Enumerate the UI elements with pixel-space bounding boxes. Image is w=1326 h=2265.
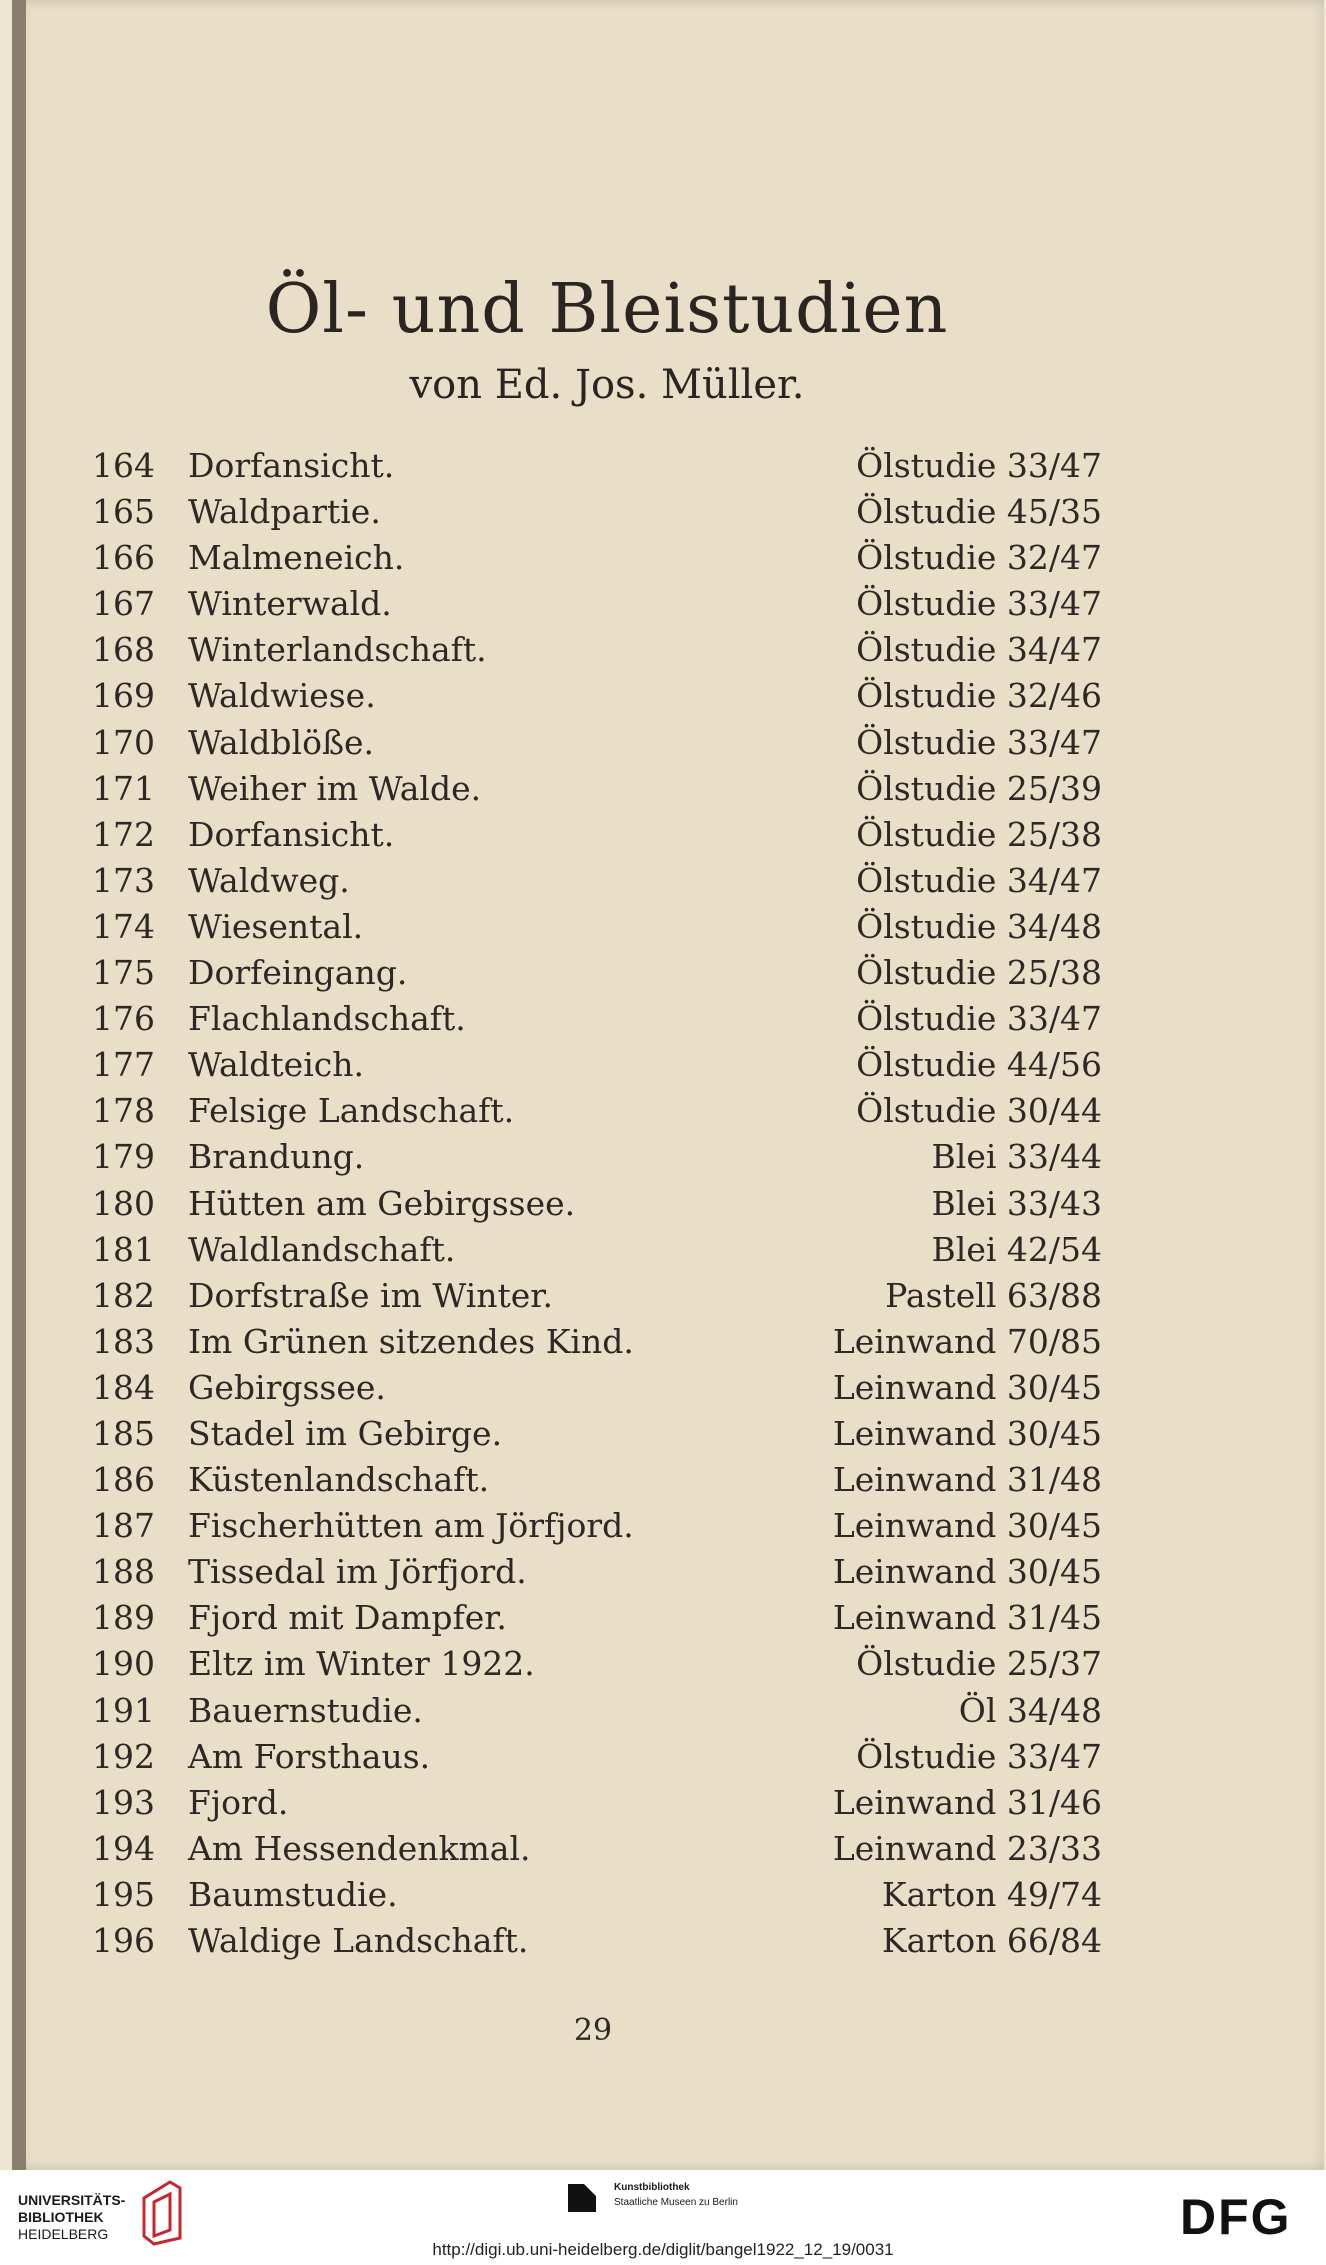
entry-technique: Leinwand 30/45 — [832, 1367, 1102, 1407]
entry-number: 183 — [92, 1321, 155, 1361]
entry-technique: Ölstudie 25/39 — [856, 768, 1102, 808]
entry-number: 176 — [92, 999, 155, 1039]
scanned-page — [12, 0, 1324, 2170]
entry-technique: Ölstudie 32/46 — [856, 676, 1102, 716]
entry-title: Fischerhütten am Jörfjord. — [188, 1506, 634, 1546]
entry-title: Eltz im Winter 1922. — [188, 1644, 535, 1684]
list-item — [12, 1503, 1326, 1549]
list-item — [12, 1549, 1326, 1595]
entry-technique: Leinwand 30/45 — [832, 1552, 1102, 1592]
entry-technique: Ölstudie 34/48 — [856, 906, 1102, 946]
list-item — [12, 489, 1326, 535]
list-item — [12, 766, 1326, 812]
entry-title: Malmeneich. — [188, 538, 405, 578]
entry-technique: Ölstudie 25/38 — [856, 814, 1102, 854]
entry-number: 194 — [92, 1828, 155, 1868]
page-subtitle: von Ed. Jos. Müller. — [409, 362, 805, 408]
entry-technique: Ölstudie 25/37 — [856, 1644, 1102, 1684]
entry-title: Dorfansicht. — [188, 814, 395, 854]
entry-technique: Ölstudie 33/47 — [856, 999, 1102, 1039]
list-item — [12, 627, 1326, 673]
entry-title: Waldblöße. — [188, 722, 375, 762]
list-item — [12, 535, 1326, 581]
list-item — [12, 1319, 1326, 1365]
entry-number: 196 — [92, 1921, 155, 1960]
entry-technique: Ölstudie 44/56 — [856, 1045, 1102, 1085]
page-number: 29 — [573, 2013, 613, 2048]
dfg-logo[interactable]: DFG — [1180, 2189, 1292, 2245]
entry-technique: Ölstudie 30/44 — [856, 1091, 1102, 1131]
entry-technique: Ölstudie 33/47 — [856, 446, 1102, 485]
entry-title: Winterlandschaft. — [188, 630, 487, 670]
list-item — [12, 996, 1326, 1042]
entry-title: Baumstudie. — [188, 1874, 398, 1914]
catalog-list — [12, 443, 1326, 1964]
entry-technique: Ölstudie 34/47 — [856, 860, 1102, 900]
entry-number: 182 — [92, 1275, 155, 1315]
entry-title: Flachlandschaft. — [188, 999, 466, 1039]
entry-title: Bauernstudie. — [188, 1690, 423, 1730]
entry-number: 166 — [92, 538, 155, 578]
entry-title: Felsige Landschaft. — [188, 1091, 515, 1131]
list-item — [12, 1365, 1326, 1411]
entry-technique: Leinwand 23/33 — [832, 1828, 1102, 1868]
list-item — [12, 673, 1326, 719]
list-item — [12, 904, 1326, 950]
list-item — [12, 720, 1326, 766]
entry-number: 195 — [92, 1874, 155, 1914]
list-item — [12, 1273, 1326, 1319]
entry-title: Dorfstraße im Winter. — [188, 1275, 553, 1315]
entry-number: 187 — [92, 1506, 155, 1546]
entry-number: 167 — [92, 584, 155, 624]
entry-number: 186 — [92, 1460, 155, 1500]
entry-title: Tissedal im Jörfjord. — [188, 1552, 527, 1592]
list-item — [12, 1457, 1326, 1503]
entry-number: 188 — [92, 1552, 155, 1592]
entry-title: Waldlandschaft. — [188, 1229, 456, 1269]
list-item — [12, 812, 1326, 858]
list-item — [12, 1734, 1326, 1780]
ub-heidelberg-logo-icon[interactable] — [140, 2178, 184, 2248]
list-item — [12, 950, 1326, 996]
entry-technique: Leinwand 31/45 — [832, 1598, 1102, 1638]
entry-technique: Leinwand 30/45 — [832, 1506, 1102, 1546]
entry-title: Dorfeingang. — [188, 953, 408, 993]
entry-technique: Ölstudie 34/47 — [856, 630, 1102, 670]
list-item — [12, 1872, 1326, 1918]
entry-number: 174 — [92, 906, 155, 946]
list-item — [12, 1595, 1326, 1641]
list-item — [12, 1688, 1326, 1734]
list-item — [12, 1181, 1326, 1227]
entry-number: 175 — [92, 953, 155, 993]
entry-technique: Karton 49/74 — [881, 1874, 1102, 1914]
footer-bar — [0, 2170, 1326, 2265]
permalink-url[interactable]: http://digi.ub.uni-heidelberg.de/diglit/bangel1922_12_19/0031 — [432, 2240, 894, 2259]
entry-technique: Blei 33/44 — [931, 1137, 1102, 1177]
list-item — [12, 1826, 1326, 1872]
entry-technique: Leinwand 31/46 — [832, 1782, 1102, 1822]
entry-number: 178 — [92, 1091, 155, 1131]
entry-title: Fjord mit Dampfer. — [188, 1598, 507, 1638]
list-item — [12, 1411, 1326, 1457]
entry-title: Waldteich. — [188, 1045, 364, 1085]
entry-title: Hütten am Gebirgssee. — [188, 1183, 576, 1223]
entry-technique: Leinwand 31/48 — [832, 1460, 1102, 1500]
entry-number: 181 — [92, 1229, 155, 1269]
entry-number: 190 — [92, 1644, 155, 1684]
entry-number: 177 — [92, 1045, 155, 1085]
entry-number: 164 — [92, 446, 155, 485]
kunstbibliothek-label: Kunstbibliothek Staatliche Museen zu Berlin — [614, 2182, 738, 2208]
entry-title: Winterwald. — [188, 584, 392, 624]
entry-title: Waldweg. — [188, 860, 350, 900]
entry-title: Waldwiese. — [188, 676, 376, 716]
entry-title: Stadel im Gebirge. — [188, 1413, 503, 1453]
entry-number: 193 — [92, 1782, 155, 1822]
entry-technique: Ölstudie 33/47 — [856, 1736, 1102, 1776]
entry-title: Küstenlandschaft. — [188, 1460, 490, 1500]
entry-title: Im Grünen sitzendes Kind. — [188, 1321, 634, 1361]
list-item — [12, 1134, 1326, 1180]
list-item — [12, 1918, 1326, 1964]
list-item — [12, 1088, 1326, 1134]
entry-title: Fjord. — [188, 1782, 289, 1822]
entry-technique: Ölstudie 33/47 — [856, 584, 1102, 624]
entry-technique: Ölstudie 33/47 — [856, 722, 1102, 762]
entry-number: 191 — [92, 1690, 155, 1730]
entry-number: 185 — [92, 1413, 155, 1453]
list-item — [12, 1042, 1326, 1088]
list-item — [12, 1780, 1326, 1826]
entry-number: 168 — [92, 630, 155, 670]
entry-technique: Ölstudie 32/47 — [856, 538, 1102, 578]
ub-heidelberg-wordmark[interactable]: UNIVERSITÄTS- BIBLIOTHEK HEIDELBERG — [18, 2192, 126, 2242]
list-item — [12, 1641, 1326, 1687]
list-item — [12, 581, 1326, 627]
list-item — [12, 858, 1326, 904]
list-item — [12, 1227, 1326, 1273]
entry-number: 179 — [92, 1137, 155, 1177]
entry-technique: Leinwand 30/45 — [832, 1413, 1102, 1453]
kunstbibliothek-logo-icon[interactable] — [566, 2182, 598, 2214]
entry-title: Waldige Landschaft. — [188, 1921, 529, 1960]
entry-number: 170 — [92, 722, 155, 762]
entry-technique: Blei 42/54 — [931, 1229, 1102, 1269]
entry-technique: Leinwand 70/85 — [832, 1321, 1102, 1361]
list-item — [12, 443, 1326, 489]
entry-number: 165 — [92, 492, 155, 532]
entry-title: Wiesental. — [188, 906, 364, 946]
entry-technique: Blei 33/43 — [931, 1183, 1102, 1223]
entry-number: 173 — [92, 860, 155, 900]
entry-title: Am Hessendenkmal. — [188, 1828, 531, 1868]
entry-title: Gebirgssee. — [188, 1367, 386, 1407]
entry-title: Weiher im Walde. — [188, 768, 482, 808]
page-title: Öl- und Bleistudien — [265, 270, 949, 349]
entry-title: Brandung. — [188, 1137, 365, 1177]
entry-number: 189 — [92, 1598, 155, 1638]
entry-number: 169 — [92, 676, 155, 716]
entry-technique: Ölstudie 45/35 — [856, 492, 1102, 532]
entry-number: 172 — [92, 814, 155, 854]
entry-number: 180 — [92, 1183, 155, 1223]
entry-technique: Karton 66/84 — [881, 1921, 1102, 1960]
entry-technique: Öl 34/48 — [958, 1690, 1102, 1730]
entry-number: 184 — [92, 1367, 155, 1407]
entry-number: 171 — [92, 768, 155, 808]
entry-technique: Pastell 63/88 — [885, 1275, 1102, 1315]
entry-number: 192 — [92, 1736, 155, 1776]
entry-technique: Ölstudie 25/38 — [856, 953, 1102, 993]
entry-title: Dorfansicht. — [188, 446, 395, 485]
entry-title: Am Forsthaus. — [188, 1736, 431, 1776]
entry-title: Waldpartie. — [188, 492, 381, 532]
